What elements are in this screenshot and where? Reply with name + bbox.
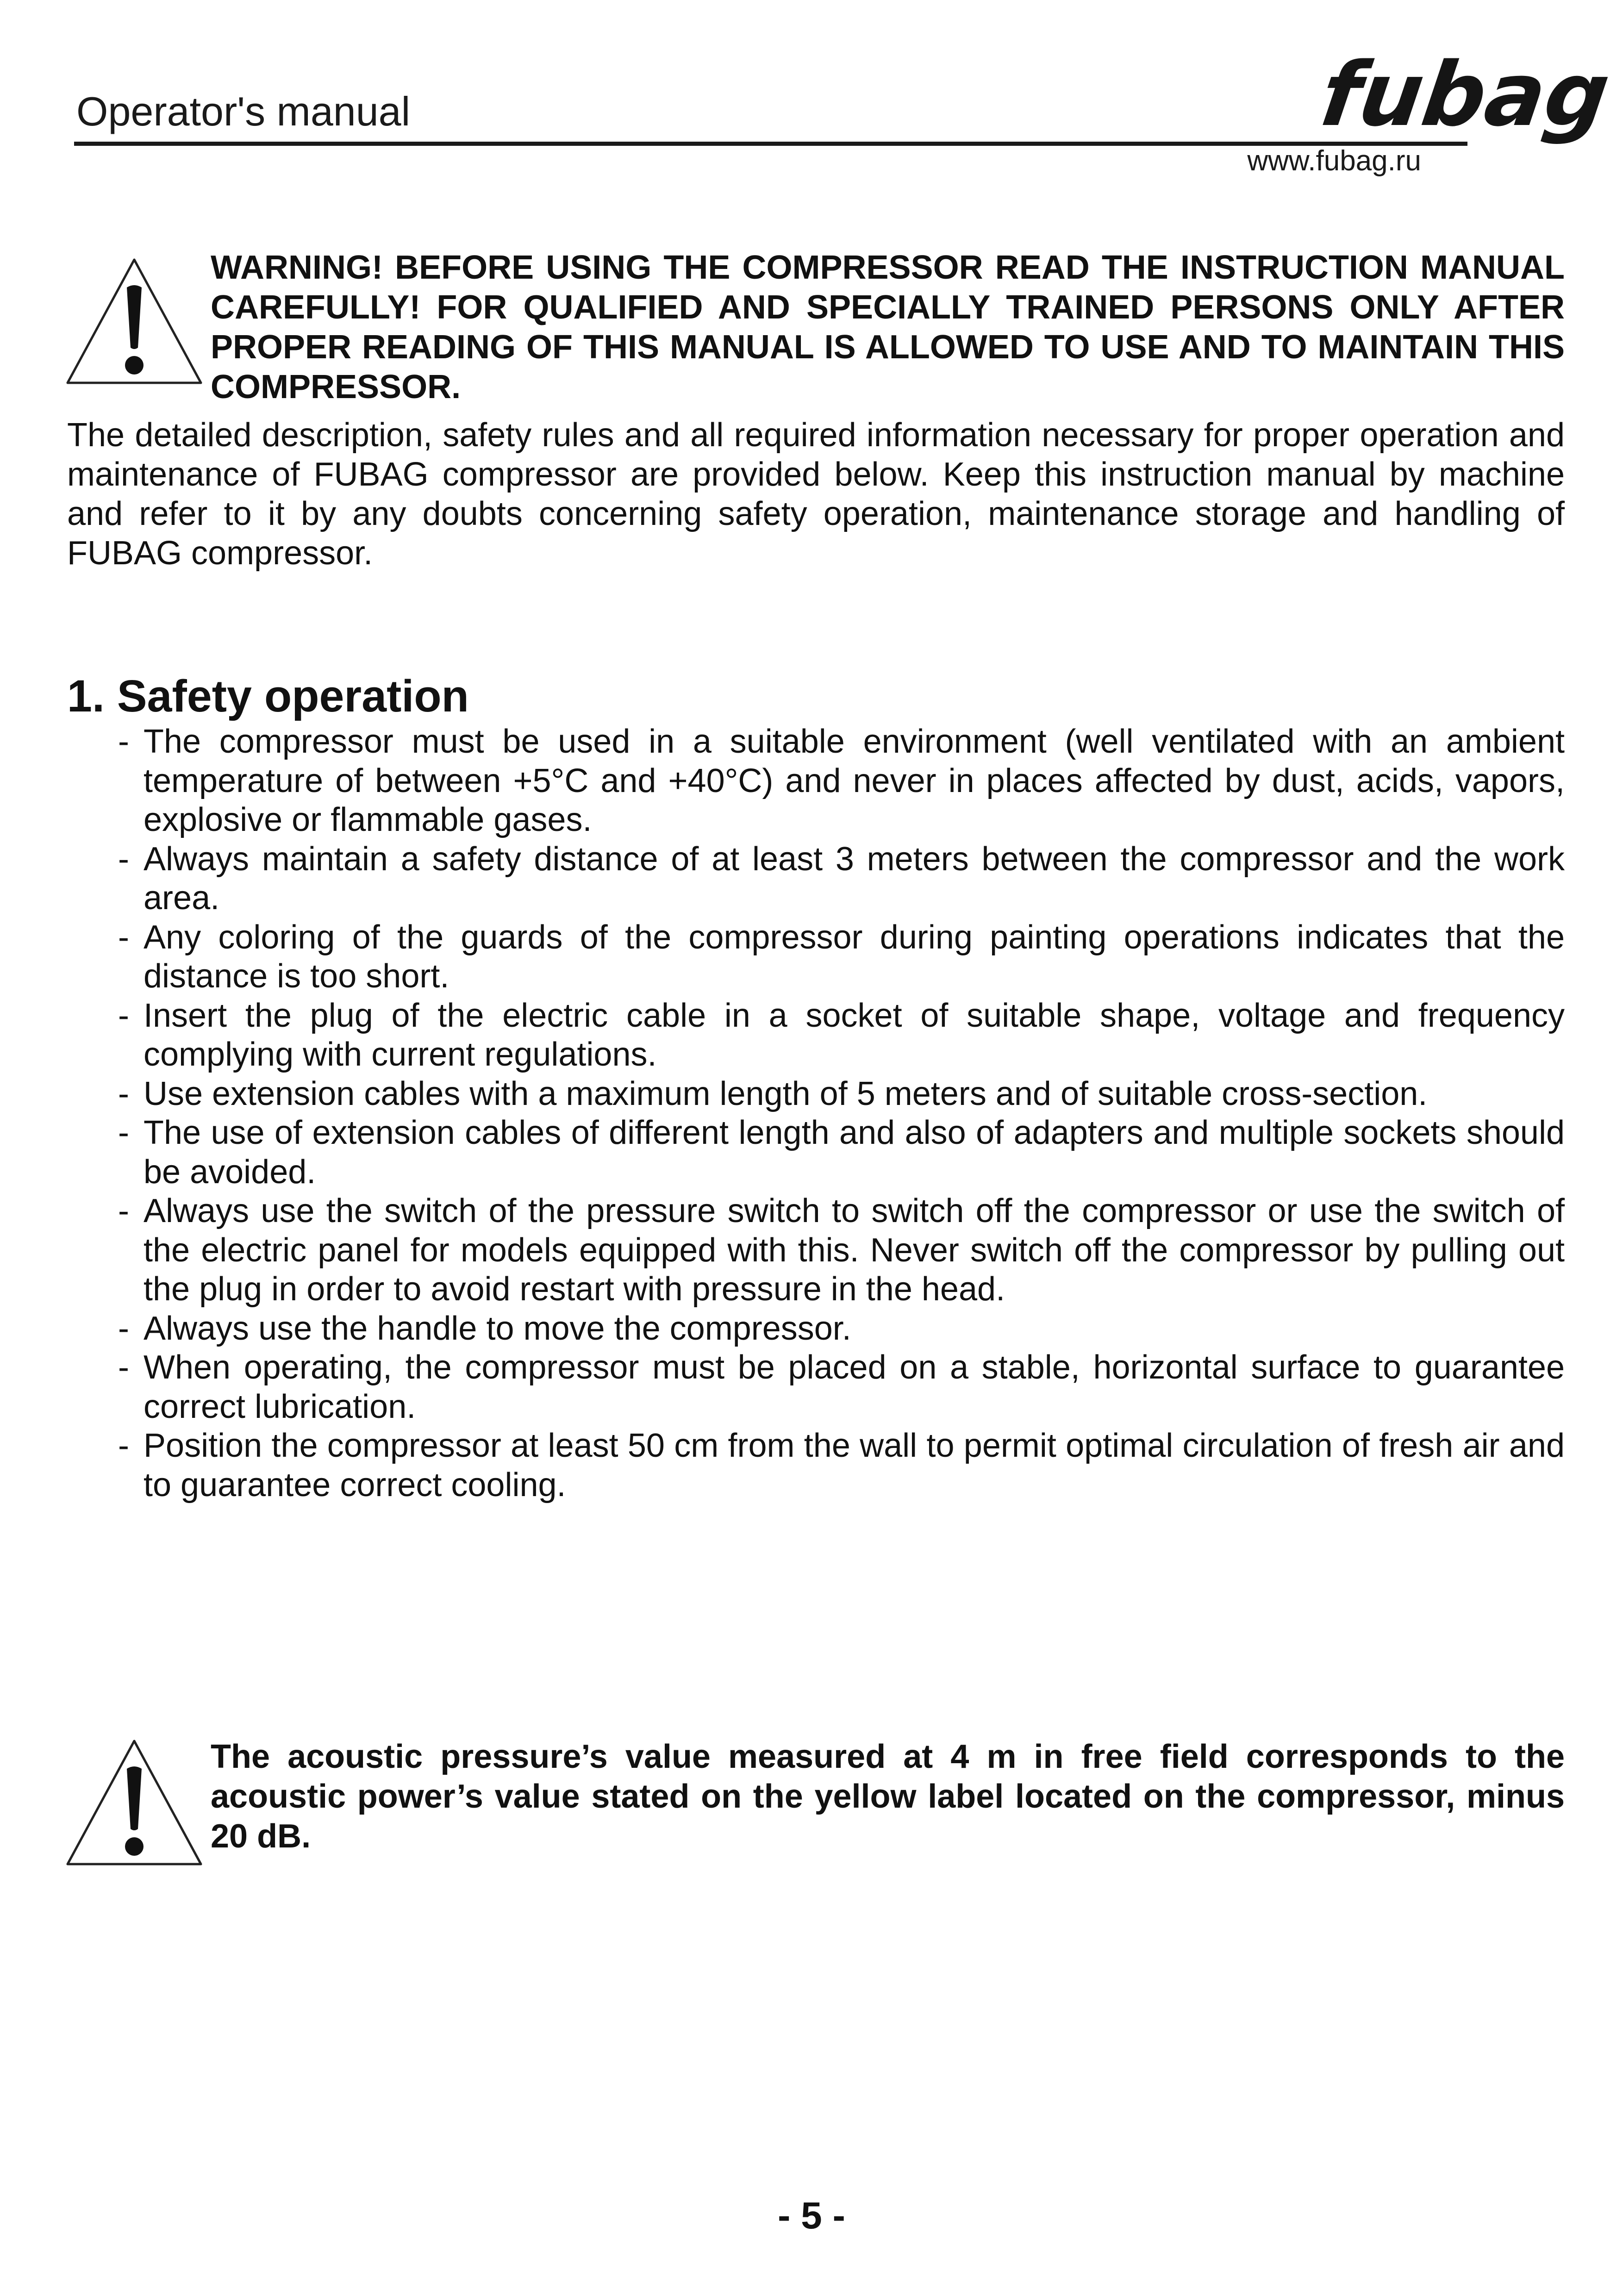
list-item: - The use of extension cables of different length and also of adapters and multiple sockets should be avoided. — [118, 1114, 1565, 1191]
acoustic-notice-text: The acoustic pressure’s value measured at 4 m in free field corresponds to the acoustic power’s value stated on the yellow label located on the compressor, minus 20 dB. — [211, 1738, 1565, 1855]
list-item-text: Position the compressor at least 50 cm from the wall to permit optimal circulation of fresh air and to guarantee correct cooling. — [144, 1427, 1565, 1504]
svg-text:fubag: fubag — [1315, 44, 1616, 146]
list-item-text: When operating, the compressor must be placed on a stable, horizontal surface to guarantee correct lubrication. — [144, 1349, 1565, 1425]
list-item: - Insert the plug of the electric cable in a socket of suitable shape, voltage and frequency complying with current regulations. — [118, 997, 1565, 1073]
safety-rules-list — [118, 722, 1565, 1504]
list-item-text: Always use the switch of the pressure switch to switch off the compressor or use the switch of the electric panel for models equipped with this. Never switch off the compressor by pulling out the plug in order to avoid restart with pressure in the head. — [144, 1192, 1565, 1308]
warning-notice-text: WARNING! BEFORE USING THE COMPRESSOR READ THE INSTRUCTION MANUAL CAREFULLY! FOR QUALIFIED AND SPECIALLY TRAINED PERSONS ONLY AFTER PROPER READING OF THIS MANUAL IS ALLOWED TO USE AND TO MAINTAIN THIS COMPRESSOR. — [211, 249, 1565, 406]
list-item: - When operating, the compressor must be placed on a stable, horizontal surface to guarantee correct lubrication. — [118, 1349, 1565, 1425]
list-item: - Any coloring of the guards of the compressor during painting operations indicates that the distance is too short. — [118, 918, 1565, 995]
list-item: - Always use the switch of the pressure switch to switch off the compressor or use the switch of the electric panel for models equipped with this. Never switch off the compressor by pulling out the plug in order to avoid restart with pressure in the head. — [118, 1192, 1565, 1308]
list-item-text: The compressor must be used in a suitable environment (well ventilated with an ambient temperature of between +5°C and +40°C) and never in places affected by dust, acids, vapors, explosive or flammable gases. — [144, 723, 1565, 838]
list-item: - Always use the handle to move the compressor. — [118, 1310, 851, 1347]
list-item: - Position the compressor at least 50 cm from the wall to permit optimal circulation of fresh air and to guarantee correct cooling. — [118, 1427, 1565, 1504]
list-item: - Use extension cables with a maximum length of 5 meters and of suitable cross-section. — [118, 1075, 1428, 1112]
fubag-logo — [1315, 32, 1616, 157]
list-item-text: Any coloring of the guards of the compressor during painting operations indicates that the distance is too short. — [144, 918, 1565, 995]
list-item-text: Always use the handle to move the compressor. — [144, 1310, 851, 1347]
list-item: - Always maintain a safety distance of at least 3 meters between the compressor and the work area. — [118, 840, 1565, 917]
list-item-text: Insert the plug of the electric cable in a socket of suitable shape, voltage and frequency complying with current regulations. — [144, 997, 1565, 1073]
section-heading: 1. Safety operation — [67, 671, 469, 721]
list-item: - The compressor must be used in a suitable environment (well ventilated with an ambient temperature of between +5°C and +40°C) and never in places affected by dust, acids, vapors, explosive or flammable gases. — [118, 723, 1565, 838]
document-title: Operator's manual — [76, 88, 411, 134]
page-number: - 5 - — [778, 2195, 845, 2237]
website-url: www.fubag.ru — [1247, 145, 1421, 177]
intro-paragraph: The detailed description, safety rules and all required information necessary for proper operation and maintenance of FUBAG compressor are provided below. Keep this instruction manual by machine and refer to it by any doubts concerning safety operation, maintenance storage and handling of FUBAG compressor. — [67, 417, 1565, 572]
list-item-text: Always maintain a safety distance of at least 3 meters between the compressor and the work area. — [144, 840, 1565, 917]
list-item-text: The use of extension cables of different length and also of adapters and multiple sockets should be avoided. — [144, 1114, 1565, 1191]
warning-triangle-icon — [65, 257, 204, 387]
list-item-text: Use extension cables with a maximum length of 5 meters and of suitable cross-section. — [144, 1075, 1428, 1112]
warning-triangle-icon — [65, 1738, 204, 1868]
